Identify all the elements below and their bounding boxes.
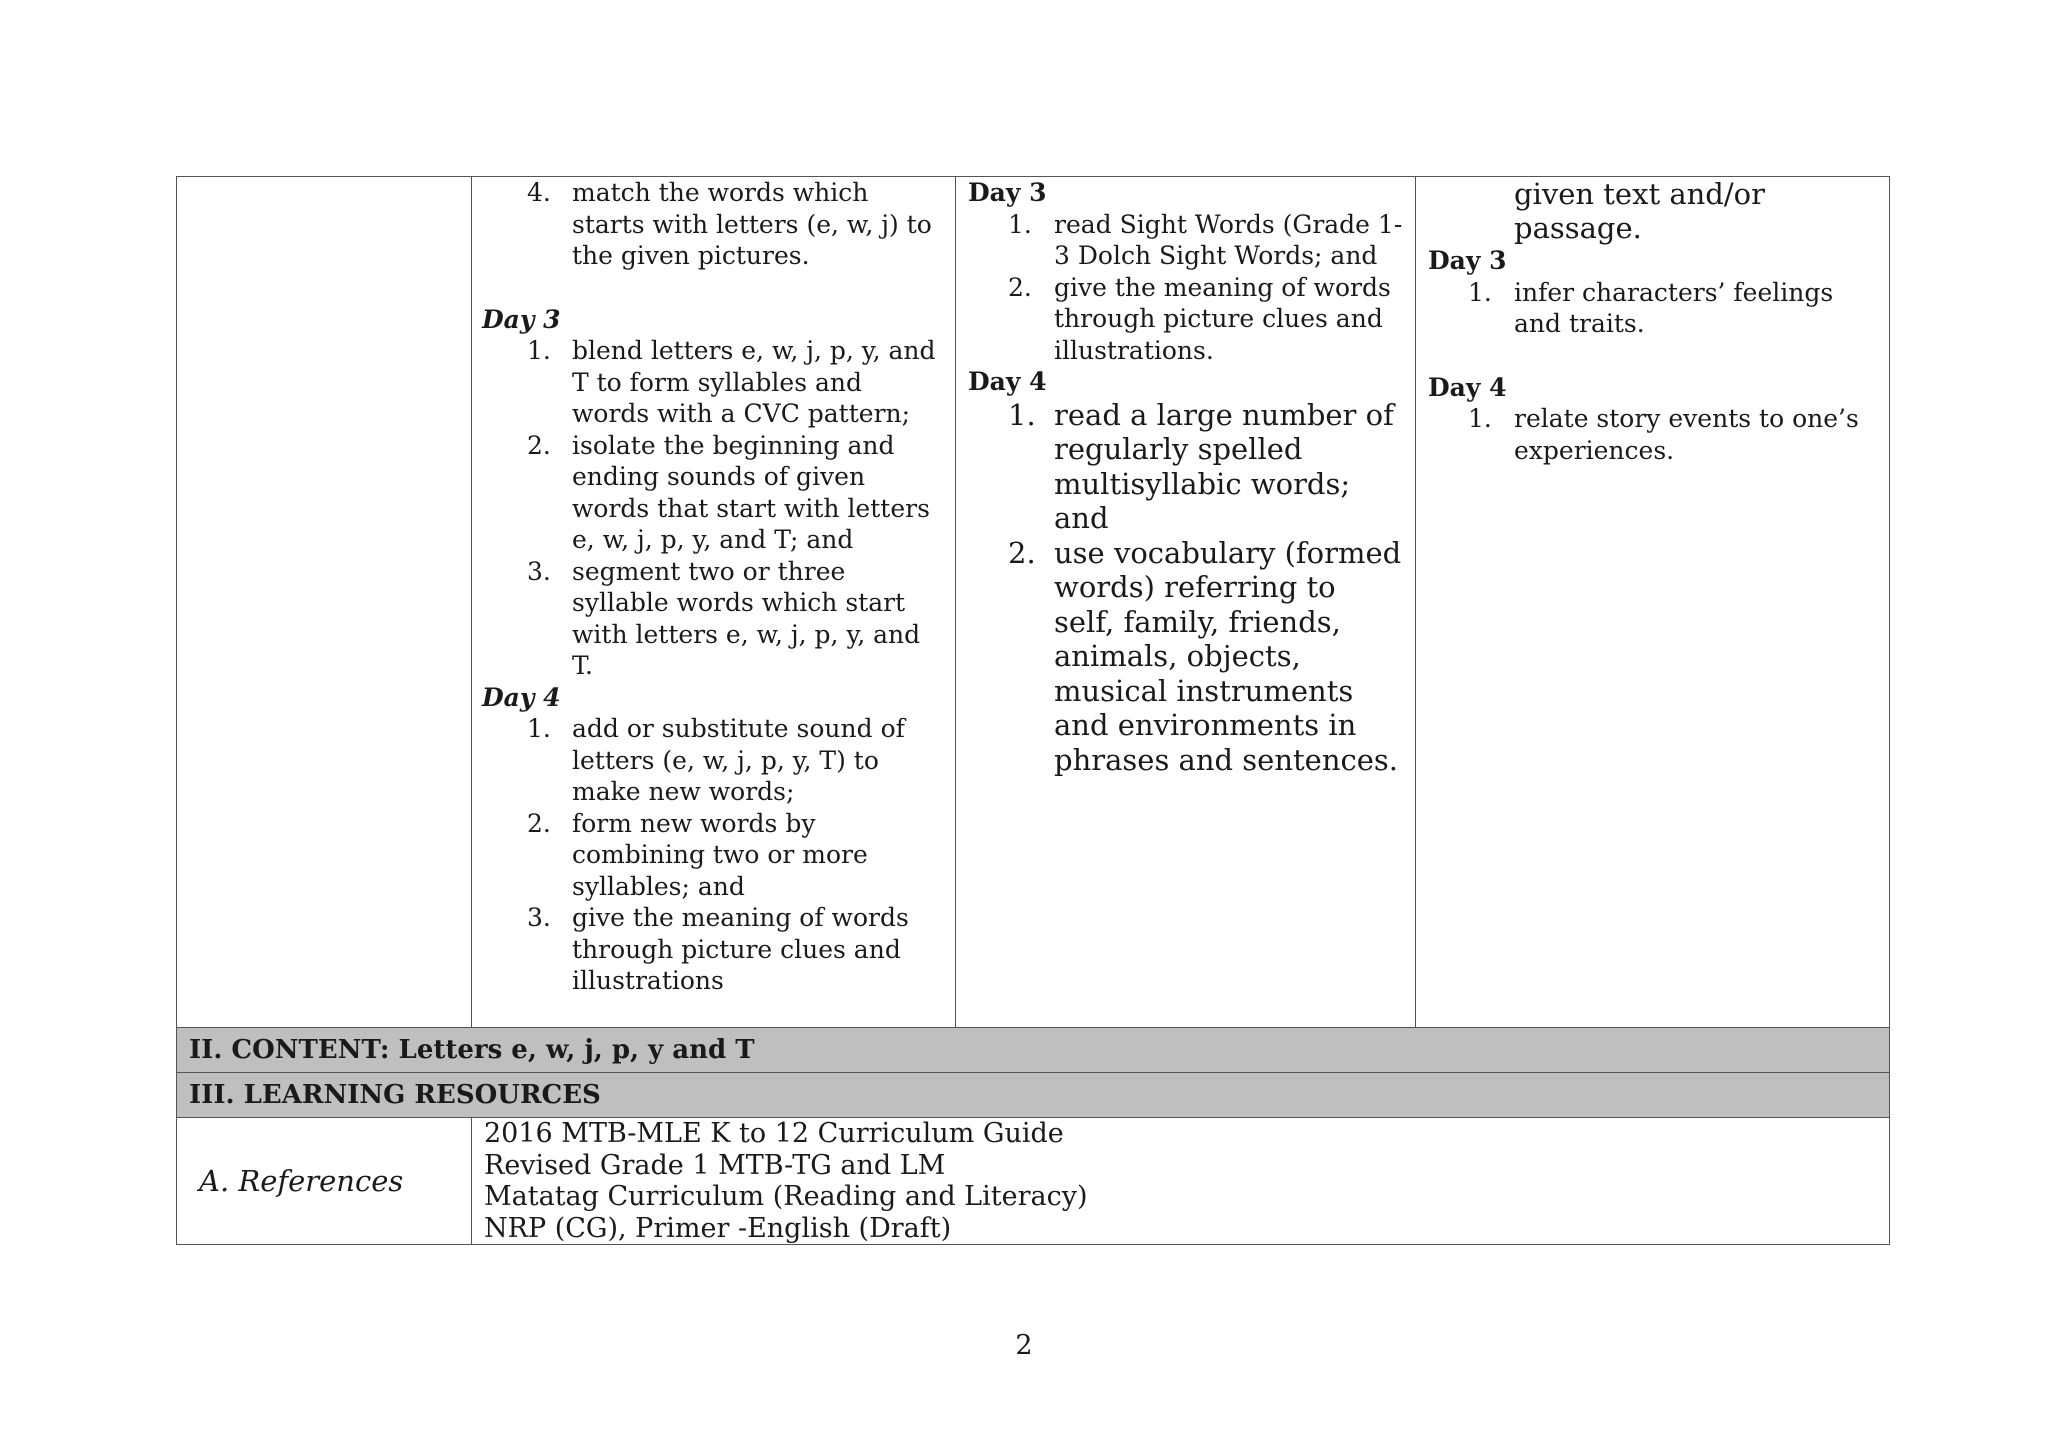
references-label: A. References	[177, 1118, 472, 1245]
reference-item: 2016 MTB-MLE K to 12 Curriculum Guide	[484, 1118, 1064, 1149]
list-item-text: give the meaning of words through picture clues and illustrations.	[1054, 272, 1391, 365]
objectives-row	[177, 177, 1890, 1028]
list-item-text: blend letters e, w, j, p, y, and T to form syllables and words with a CVC pattern;	[572, 336, 936, 428]
list-item	[968, 536, 1405, 778]
references-list	[472, 1118, 1890, 1245]
list-item	[482, 902, 945, 997]
col2-day3-heading: Day 3	[482, 304, 561, 334]
list-item	[482, 713, 945, 808]
list-item-number: 3.	[527, 903, 551, 932]
col4-day3-heading: Day 3	[1428, 246, 1507, 275]
col3-day4-heading: Day 4	[968, 367, 1047, 396]
list-item	[968, 272, 1405, 367]
list-item-number: 3.	[527, 556, 551, 586]
list-item-text: form new words by combining two or more syllables; and	[572, 808, 868, 901]
list-item	[482, 430, 945, 556]
list-item-number: 2.	[1008, 272, 1032, 302]
reference-item: Matatag Curriculum (Reading and Literacy)	[484, 1181, 1088, 1212]
list-item-text: give the meaning of words through picture clues and illustrations	[572, 903, 909, 995]
col2-day4-list	[482, 713, 945, 997]
page-number: 2	[1015, 1330, 1033, 1361]
col3-day3-heading: Day 3	[968, 178, 1047, 207]
reference-item: NRP (CG), Primer -English (Draft)	[484, 1212, 952, 1244]
list-item-number: 4.	[527, 178, 551, 207]
list-item-number: 1.	[1468, 277, 1492, 307]
list-item-text: relate story events to one’s experiences.	[1514, 404, 1859, 465]
col4-day4-heading: Day 4	[1428, 372, 1507, 402]
resources-section-title: III. LEARNING RESOURCES	[177, 1073, 1890, 1118]
col2-day4-heading: Day 4	[482, 682, 561, 712]
resources-section-row	[177, 1073, 1890, 1118]
list-item-text: isolate the beginning and ending sounds of given words that start with letters e, w, j, p, y, and T; and	[572, 430, 930, 554]
reference-item: Revised Grade 1 MTB-TG and LM	[484, 1149, 946, 1181]
content-section-title: II. CONTENT: Letters e, w, j, p, y and T	[177, 1028, 1890, 1073]
col4-continued-text: given text and/or passage.	[1514, 177, 1765, 245]
list-item	[482, 177, 945, 272]
list-item	[482, 808, 945, 903]
list-item-number: 2.	[1008, 535, 1036, 570]
list-item-number: 1.	[1008, 397, 1036, 432]
col2-day3-list	[482, 335, 945, 682]
list-item-text: use vocabulary (formed words) referring to self, family, friends, animals, objects, musical instruments and environments in phrases and sentences.	[1054, 535, 1402, 777]
col2-continued-list	[482, 177, 945, 272]
objectives-col4-cell	[1416, 177, 1890, 1028]
list-item-number: 1.	[1008, 209, 1032, 239]
list-item-text: segment two or three syllable words which start with letters e, w, j, p, y, and T.	[572, 556, 921, 680]
list-item	[968, 398, 1405, 536]
list-item-text: add or substitute sound of letters (e, w, j, p, y, T) to make new words;	[572, 714, 905, 806]
list-item-number: 1.	[527, 714, 551, 743]
objectives-label-cell	[177, 177, 472, 1028]
list-item-number: 2.	[527, 808, 551, 838]
list-item-text: read a large number of regularly spelled multisyllabic words; and	[1054, 397, 1394, 535]
list-item	[968, 209, 1405, 272]
list-item-number: 2.	[527, 430, 551, 460]
list-item-text: read Sight Words (Grade 1-3 Dolch Sight Words; and	[1054, 209, 1403, 270]
content-section-row	[177, 1028, 1890, 1073]
objectives-col2-cell	[472, 177, 956, 1028]
list-item-number: 1.	[1468, 404, 1492, 433]
list-item-text: infer characters’ feelings and traits.	[1514, 277, 1834, 338]
objectives-col3-cell	[956, 177, 1416, 1028]
list-item	[482, 556, 945, 682]
col4-day3-list	[1428, 277, 1879, 340]
list-item	[482, 335, 945, 430]
col3-day3-list	[968, 209, 1405, 367]
references-row	[177, 1118, 1890, 1245]
list-item-text: match the words which starts with letters (e, w, j) to the given pictures.	[572, 178, 932, 270]
col3-day4-list	[968, 398, 1405, 778]
col4-day4-list	[1428, 403, 1879, 466]
lesson-plan-table	[176, 176, 1890, 1245]
list-item-number: 1.	[527, 336, 551, 365]
list-item	[1428, 403, 1879, 466]
list-item	[1428, 277, 1879, 340]
